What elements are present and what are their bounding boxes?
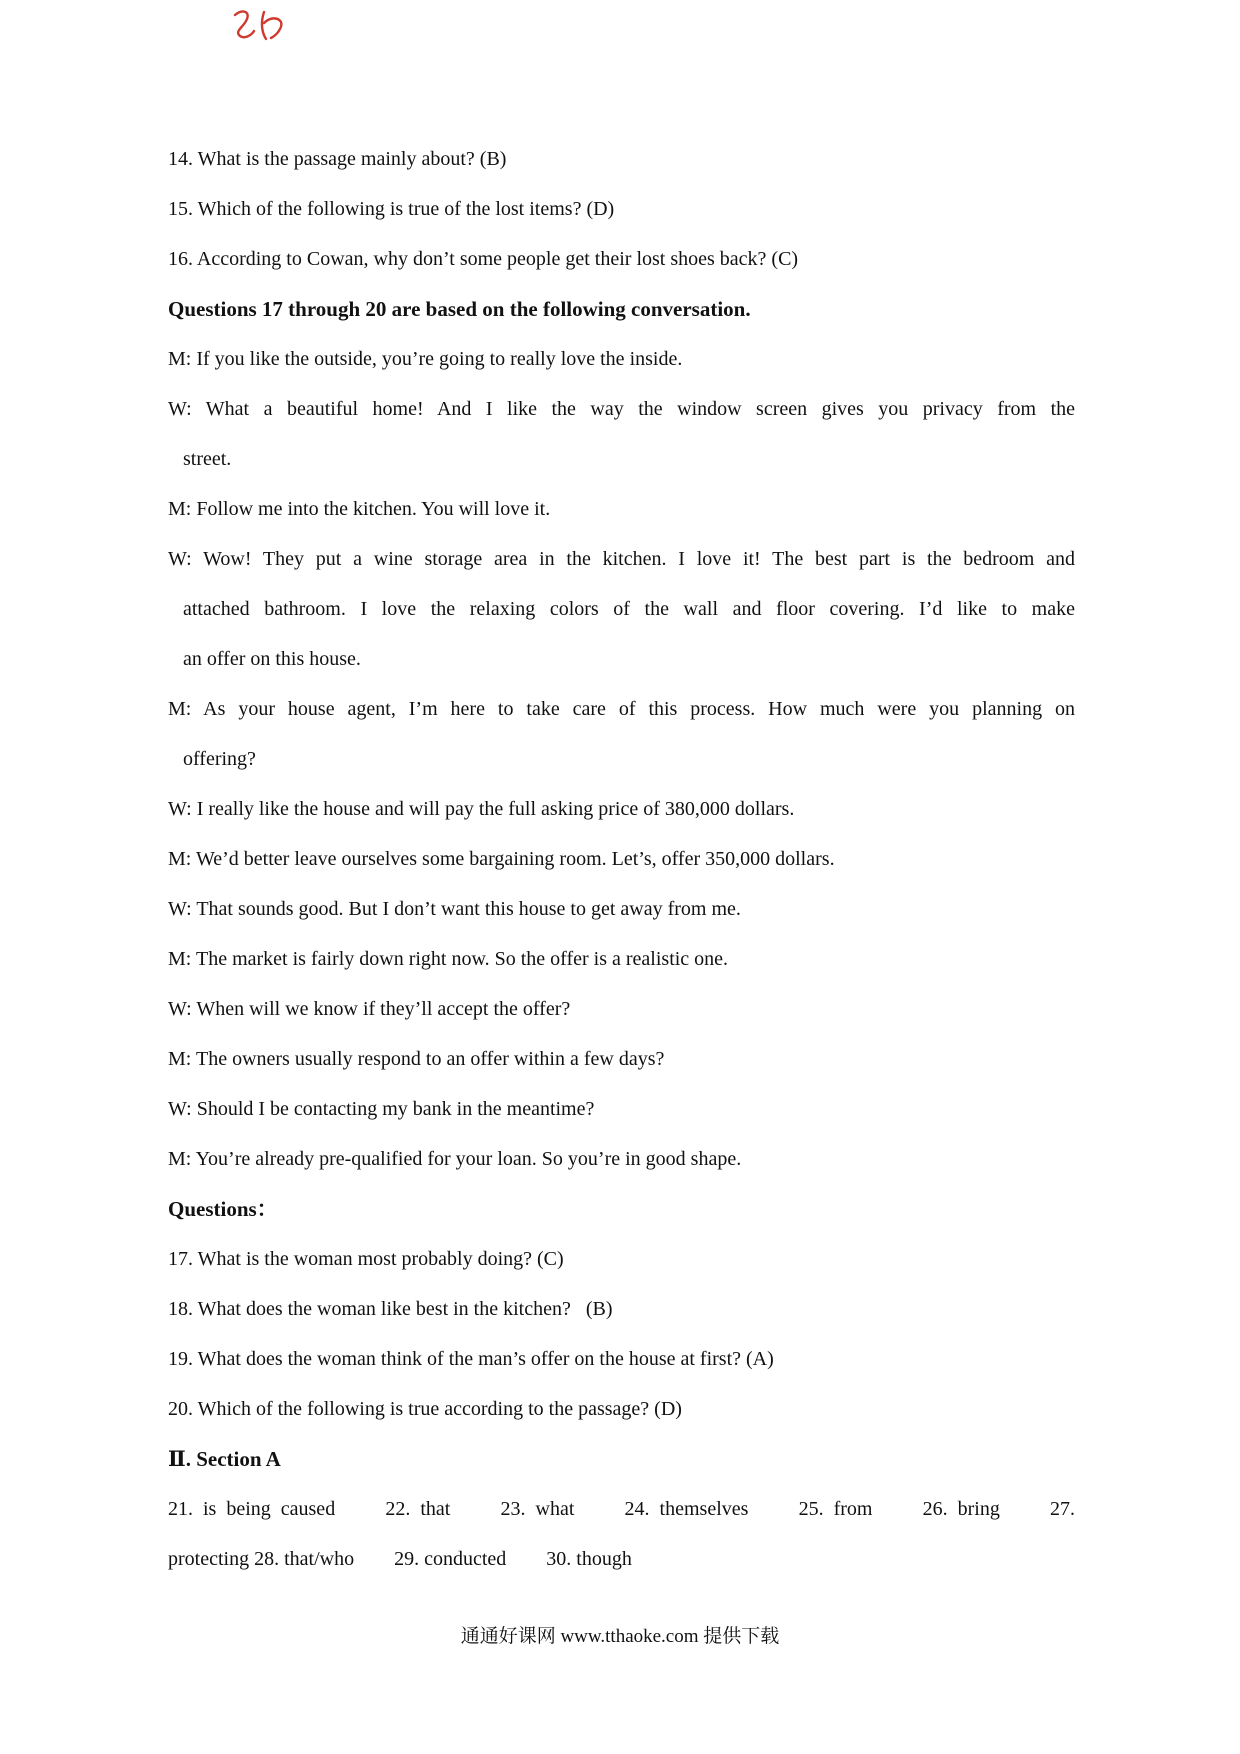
dialogue-line: W: Wow! They put a wine storage area in the kitchen. I love it! The best part is the bedroom and xyxy=(168,548,1075,570)
answer-item: 21. is being caused xyxy=(168,1498,336,1520)
answer-item: 30. though xyxy=(546,1548,632,1570)
dialogue-line: M: We’d better leave ourselves some bargaining room. Let’s, offer 350,000 dollars. xyxy=(168,848,835,870)
dialogue-line: offering? xyxy=(183,748,256,770)
dialogue-line: W: When will we know if they’ll accept the offer? xyxy=(168,998,571,1020)
dialogue-line: attached bathroom. I love the relaxing colors of the wall and floor covering. I’d like to make xyxy=(183,598,1075,620)
dialogue-line: W: That sounds good. But I don’t want this house to get away from me. xyxy=(168,898,741,920)
dialogue-line: M: As your house agent, I’m here to take care of this process. How much were you planning on xyxy=(168,698,1075,720)
answer-item: 29. conducted xyxy=(394,1548,507,1570)
footer-watermark: 通通好课网 www.tthaoke.com 提供下载 xyxy=(460,1626,780,1647)
dialogue-line: W: What a beautiful home! And I like the way the window screen gives you privacy from the xyxy=(168,398,1075,420)
dialogue-line: an offer on this house. xyxy=(183,648,361,670)
dialogue-line: M: Follow me into the kitchen. You will love it. xyxy=(168,498,551,520)
red-ink-mark xyxy=(228,5,286,47)
answer-item: 25. from xyxy=(798,1498,873,1520)
question-line-17: 17. What is the woman most probably doing? (C) xyxy=(168,1248,564,1270)
dialogue-line: M: The market is fairly down right now. So the offer is a realistic one. xyxy=(168,948,729,970)
question-line-14: 14. What is the passage mainly about? (B) xyxy=(168,148,507,170)
answers-line-2 xyxy=(168,1534,1075,1584)
answer-item: 27. xyxy=(1050,1498,1075,1520)
dialogue-line: W: I really like the house and will pay the full asking price of 380,000 dollars. xyxy=(168,798,795,820)
answers-line-1 xyxy=(168,1484,1075,1534)
dialogue-line: M: The owners usually respond to an offer within a few days? xyxy=(168,1048,665,1070)
question-line-15: 15. Which of the following is true of the lost items? (D) xyxy=(168,198,615,220)
dialogue-line: M: You’re already pre-qualified for your loan. So you’re in good shape. xyxy=(168,1148,742,1170)
dialogue-line: M: If you like the outside, you’re going to really love the inside. xyxy=(168,348,683,370)
answer-item: protecting 28. that/who xyxy=(168,1548,355,1570)
section-a-heading: Ⅱ. Section A xyxy=(168,1447,281,1471)
answer-item: 23. what xyxy=(500,1498,575,1520)
answer-item: 22. that xyxy=(385,1498,451,1520)
questions-heading: Questions： xyxy=(168,1197,278,1221)
question-line-16: 16. According to Cowan, why don’t some people get their lost shoes back? (C) xyxy=(168,248,799,270)
question-line-20: 20. Which of the following is true according to the passage? (D) xyxy=(168,1398,682,1420)
answer-item: 26. bring xyxy=(922,1498,1000,1520)
conversation-heading: Questions 17 through 20 are based on the following conversation. xyxy=(168,297,751,321)
question-line-18: 18. What does the woman like best in the kitchen? (B) xyxy=(168,1298,613,1320)
answer-item: 24. themselves xyxy=(624,1498,749,1520)
doc-body xyxy=(168,134,1075,1584)
dialogue-line: street. xyxy=(183,448,232,470)
dialogue-line: W: Should I be contacting my bank in the meantime? xyxy=(168,1098,595,1120)
question-line-19: 19. What does the woman think of the man’s offer on the house at first? (A) xyxy=(168,1348,774,1370)
